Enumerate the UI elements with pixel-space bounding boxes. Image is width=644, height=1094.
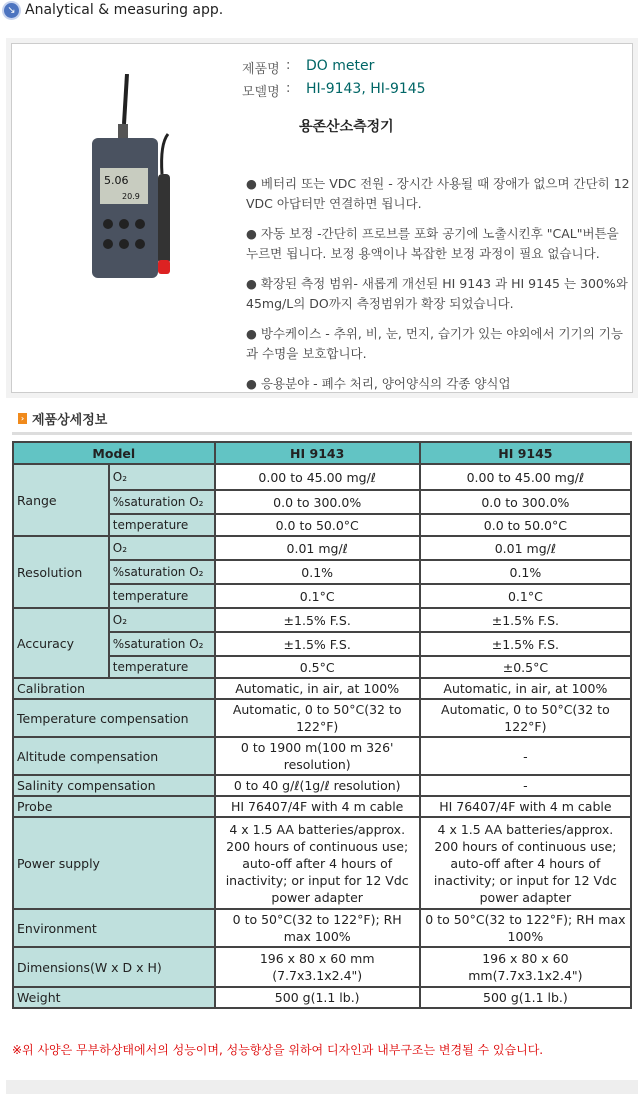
table-cell: - [420, 775, 631, 796]
table-cell: ±1.5% F.S. [420, 632, 631, 656]
product-name: DO meter [306, 58, 375, 74]
table-cell: Salinity compensation [13, 775, 215, 796]
table-cell: Accuracy [13, 608, 109, 678]
table-cell: HI 76407/4F with 4 m cable [420, 796, 631, 817]
table-row [13, 608, 631, 632]
table-cell: temperature [109, 514, 215, 536]
chevron-right-icon: › [18, 413, 27, 424]
table-cell: Automatic, 0 to 50°C(32 to 122°F) [215, 699, 420, 737]
table-cell: O₂ [109, 536, 215, 560]
table-cell: HI 76407/4F with 4 m cable [215, 796, 420, 817]
page-title: Analytical & measuring app. [25, 2, 224, 18]
table-cell: Resolution [13, 536, 109, 608]
table-cell: 0.5°C [215, 656, 420, 678]
table-row [13, 987, 631, 1008]
product-model: HI-9143, HI-9145 [306, 81, 426, 97]
table-cell: ±1.5% F.S. [420, 608, 631, 632]
table-row [13, 737, 631, 775]
page-header [4, 2, 223, 18]
table-cell: ±0.5°C [420, 656, 631, 678]
spec-table [12, 441, 632, 1009]
table-row [13, 536, 631, 560]
product-box [6, 38, 638, 398]
table-row [13, 775, 631, 796]
table-cell: 0.01 mg/ℓ [215, 536, 420, 560]
table-cell: Temperature compensation [13, 699, 215, 737]
table-cell: 0.0 to 50.0°C [215, 514, 420, 536]
table-cell: 0.00 to 45.00 mg/ℓ [215, 464, 420, 490]
table-cell: Range [13, 464, 109, 536]
section-header [18, 409, 107, 428]
feature-item: ● 응용분야 - 폐수 처리, 양어양식의 각종 양식업 [246, 376, 511, 391]
table-cell: ±1.5% F.S. [215, 608, 420, 632]
table-cell: 0 to 50°C(32 to 122°F); RH max 100% [215, 909, 420, 947]
table-cell: 0.1°C [215, 584, 420, 608]
table-cell: 196 x 80 x 60 mm (7.7x3.1x2.4") [215, 947, 420, 987]
table-row [13, 464, 631, 490]
product-image [72, 74, 192, 294]
table-row [13, 909, 631, 947]
arrow-circle-icon: ↘ [4, 3, 19, 18]
table-cell: 0 to 1900 m(100 m 326' resolution) [215, 737, 420, 775]
feature-item: ● 확장된 측정 범위- 새롭게 개선된 HI 9143 과 HI 9145 는 300%와 45mg/L의 DO까지 측정범위가 확장 되었습니다. [246, 276, 628, 311]
table-header-row [13, 442, 631, 464]
table-cell: 0.1°C [420, 584, 631, 608]
table-row [13, 817, 631, 909]
disclaimer-note: ※위 사양은 무부하상태에서의 성능이며, 성능향상을 위하여 디자인과 내부구조는 변경될 수 있습니다. [12, 1043, 544, 1057]
table-cell: Automatic, in air, at 100% [215, 678, 420, 699]
display-reading: 5.06 [104, 174, 129, 187]
table-cell: 0.1% [215, 560, 420, 584]
table-row [13, 947, 631, 987]
table-cell: 0 to 40 g/ℓ(1g/ℓ resolution) [215, 775, 420, 796]
table-cell: Altitude compensation [13, 737, 215, 775]
table-cell: 0.1% [420, 560, 631, 584]
table-row [13, 699, 631, 737]
table-cell: 500 g(1.1 lb.) [215, 987, 420, 1008]
table-cell: 500 g(1.1 lb.) [420, 987, 631, 1008]
table-cell: Automatic, 0 to 50°C(32 to 122°F) [420, 699, 631, 737]
table-cell: - [420, 737, 631, 775]
table-cell: 4 x 1.5 AA batteries/approx. 200 hours of continuous use; auto-off after 4 hours of inactivity; or input for 12 Vdc power adapter [420, 817, 631, 909]
table-cell: temperature [109, 656, 215, 678]
product-title: 용존산소측정기 [299, 119, 394, 135]
model-label: 모델명 [242, 85, 280, 100]
table-row [13, 796, 631, 817]
table-cell: %saturation O₂ [109, 490, 215, 514]
feature-item: ● 자동 보정 -간단히 프로브를 포화 공기에 노출시킨후 "CAL"버튼을 누르면 됩니다. 보정 용액이나 복잡한 보정 과정이 필요 없습니다. [246, 226, 619, 261]
table-cell: 0.01 mg/ℓ [420, 536, 631, 560]
table-cell: 0.0 to 300.0% [420, 490, 631, 514]
colon: : [286, 58, 291, 73]
colon: : [286, 81, 291, 96]
table-cell: ±1.5% F.S. [215, 632, 420, 656]
display-temp: 20.9 [122, 192, 140, 201]
table-cell: Weight [13, 987, 215, 1008]
name-label: 제품명 [242, 62, 280, 77]
table-cell: O₂ [109, 608, 215, 632]
table-cell: 196 x 80 x 60 mm(7.7x3.1x2.4") [420, 947, 631, 987]
section-title: 제품상세정보 [32, 413, 108, 428]
table-cell: Power supply [13, 817, 215, 909]
table-cell: %saturation O₂ [109, 560, 215, 584]
feature-item: ● 방수케이스 - 추위, 비, 눈, 먼지, 습기가 있는 야외에서 기기의 기능과 수명을 보호합니다. [246, 326, 623, 361]
table-cell: 0.00 to 45.00 mg/ℓ [420, 464, 631, 490]
feature-item: ● 베터리 또는 VDC 전원 - 장시간 사용될 때 장애가 없으며 간단히 12 VDC 아답터만 연결하면 됩니다. [246, 176, 630, 211]
table-cell: Environment [13, 909, 215, 947]
header-hi9143: HI 9143 [215, 442, 420, 464]
table-cell: 0.0 to 50.0°C [420, 514, 631, 536]
table-cell: %saturation O₂ [109, 632, 215, 656]
header-model: Model [13, 442, 215, 464]
divider [12, 432, 632, 435]
table-cell: Probe [13, 796, 215, 817]
table-cell: Calibration [13, 678, 215, 699]
table-cell: temperature [109, 584, 215, 608]
feature-list [246, 174, 632, 404]
header-hi9145: HI 9145 [420, 442, 631, 464]
table-cell: O₂ [109, 464, 215, 490]
table-cell: Dimensions(W x D x H) [13, 947, 215, 987]
table-cell: 4 x 1.5 AA batteries/approx. 200 hours of continuous use; auto-off after 4 hours of inactivity; or input for 12 Vdc power adapter [215, 817, 420, 909]
footer-bar [6, 1080, 638, 1094]
table-row [13, 678, 631, 699]
table-cell: Automatic, in air, at 100% [420, 678, 631, 699]
table-cell: 0.0 to 300.0% [215, 490, 420, 514]
table-cell: 0 to 50°C(32 to 122°F); RH max 100% [420, 909, 631, 947]
